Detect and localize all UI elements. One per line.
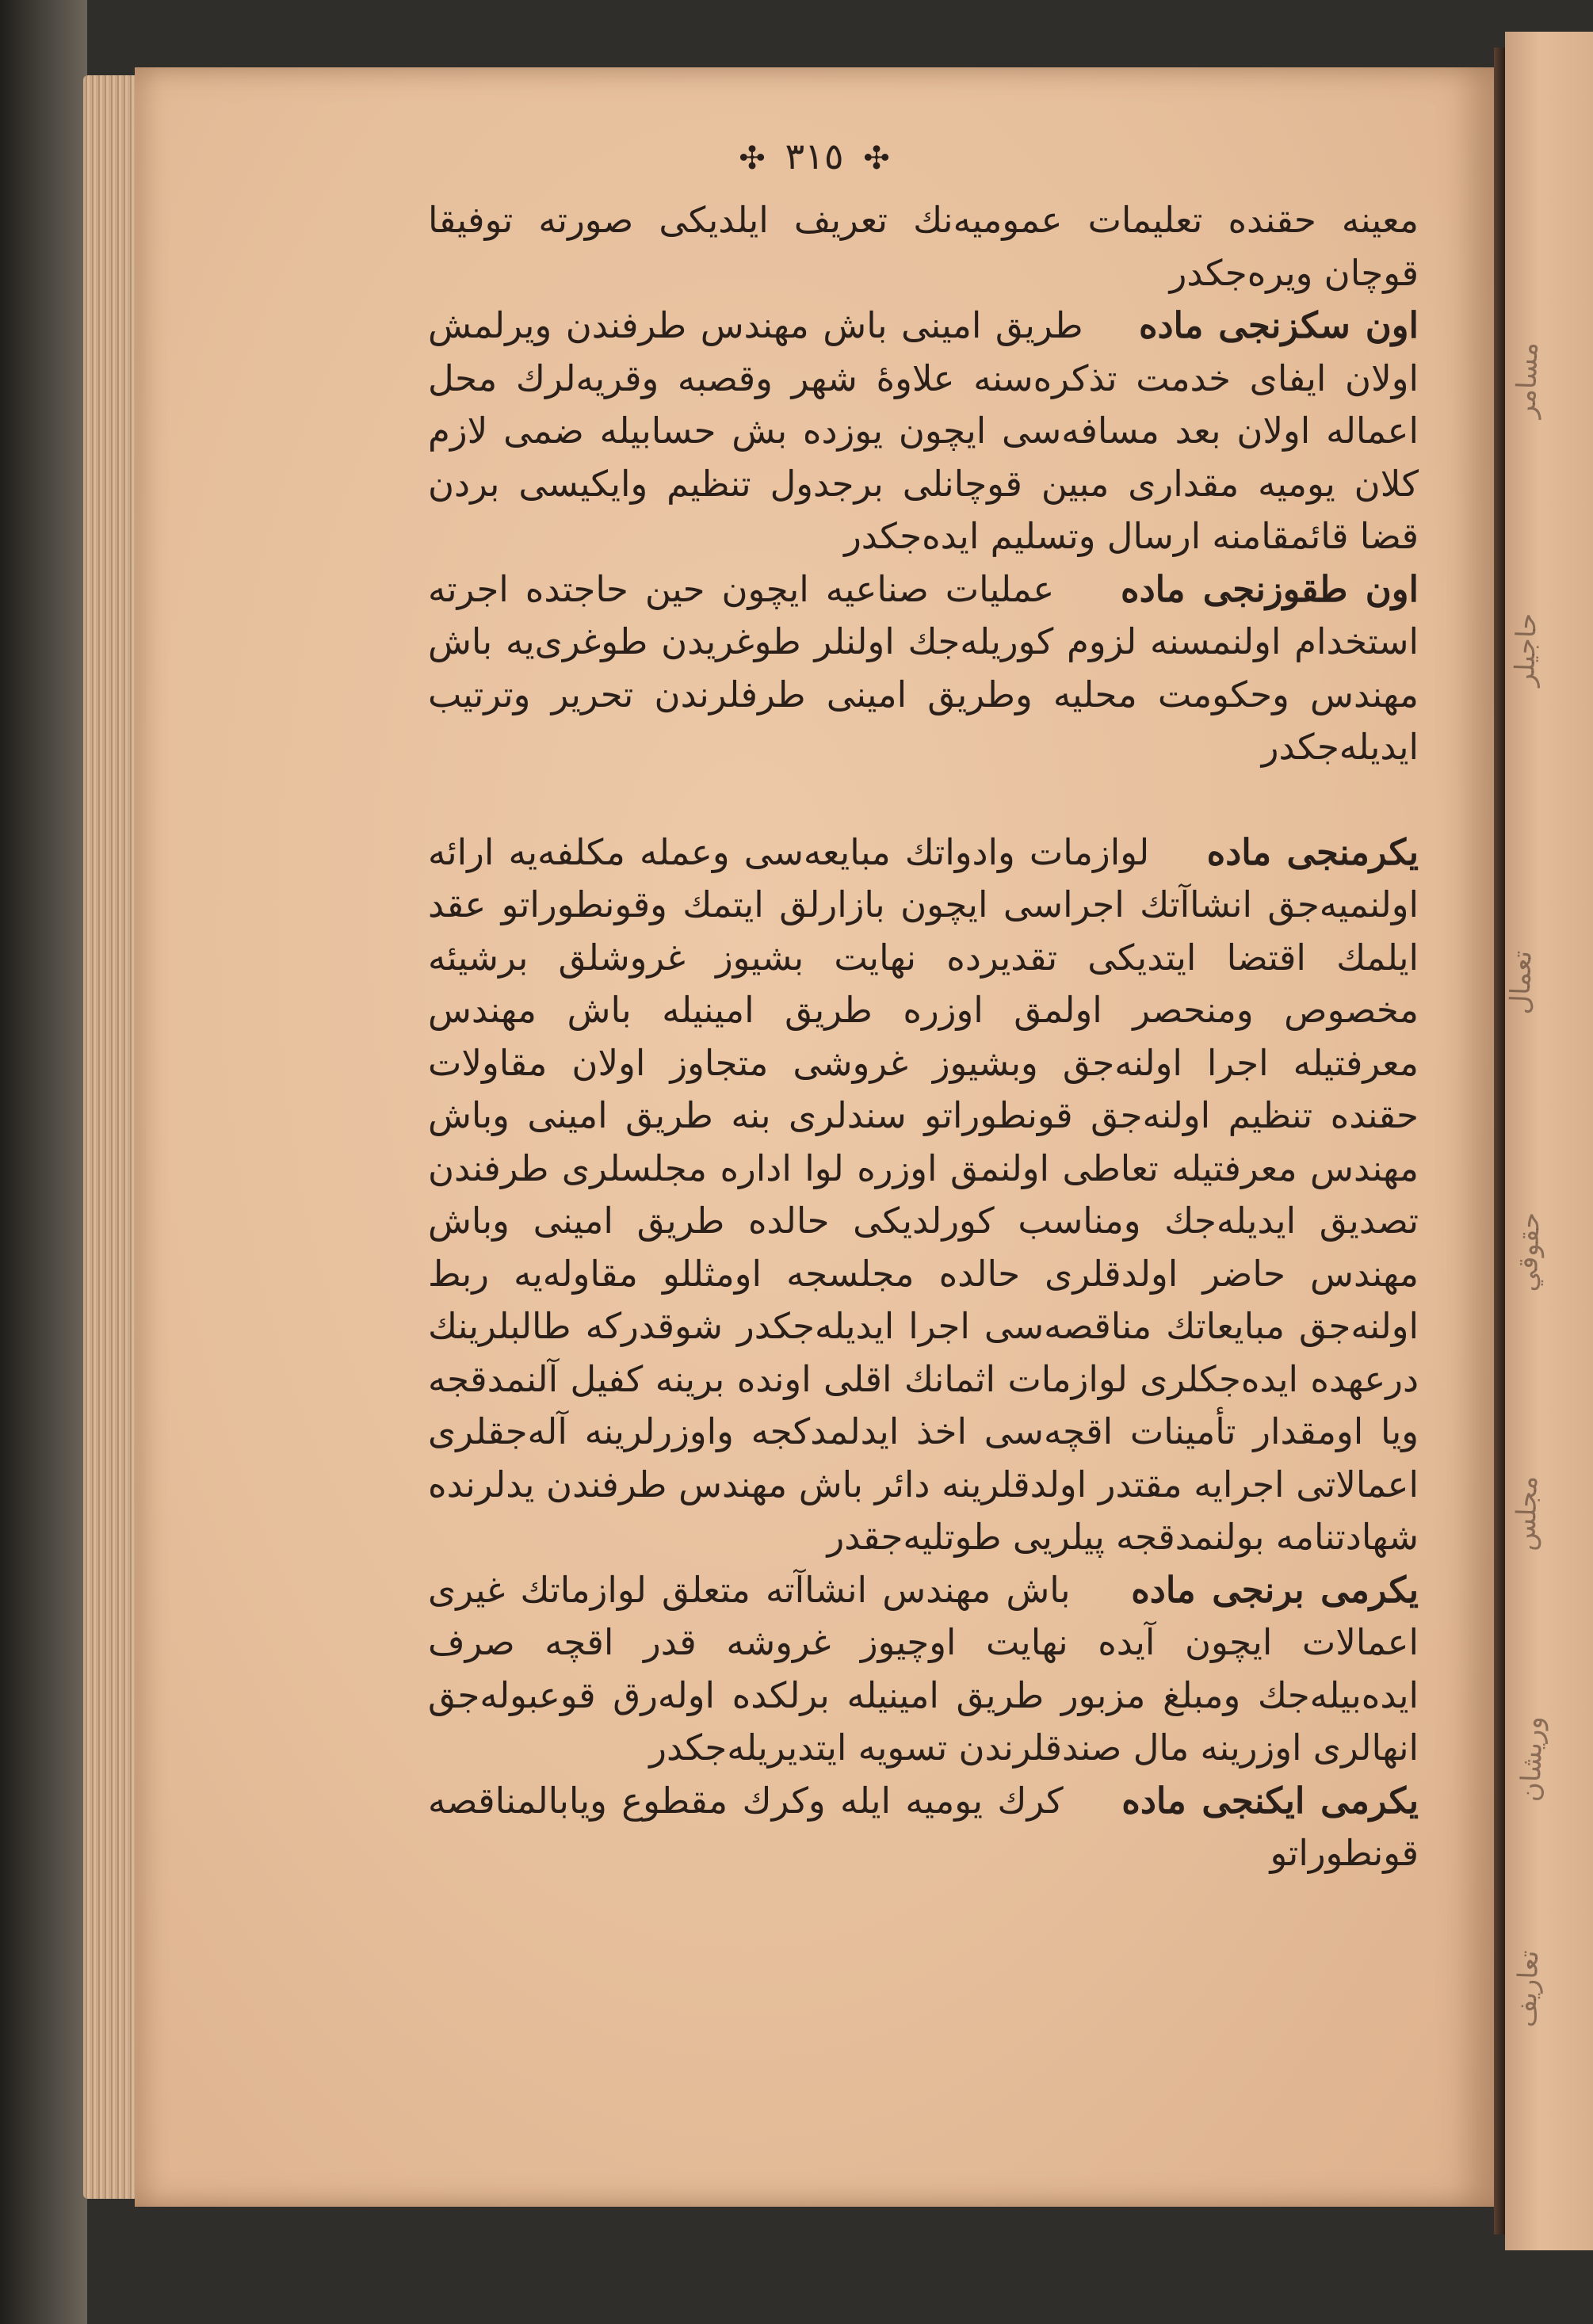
article-heading: یکرمی برنجی ماده bbox=[1131, 1568, 1419, 1611]
paragraph-text: عملیات صناعیه ایچون حین حاجتده اجرته استخدام اولنمسنه لزوم کوریله‌جك اولنلر طوغریدن طوغری‌یه باش مهندس وحکومت محلیه وطریق امینی طرفلرندن تحریر وترتیب ایدیله‌جکدر bbox=[428, 567, 1419, 768]
bleed-text: مجلس bbox=[1509, 1475, 1545, 1552]
book-binding-edge bbox=[0, 0, 87, 2324]
page-number: ٣١٥ bbox=[785, 135, 844, 177]
paragraph-text: کرك یومیه ایله وکرك مقطوع ویابالمناقصه قونطوراتو bbox=[428, 1779, 1419, 1874]
book-gutter bbox=[1494, 48, 1505, 2234]
bleed-text: حاجيلر bbox=[1508, 612, 1543, 688]
page-header bbox=[135, 135, 1494, 177]
paragraph-text: لوازمات وادواتك مبایعه‌سی وعمله مکلفه‌یه ارائه اولنمیه‌جق انشاآتك اجراسی ایچون بازارلق ایتمك وقونطوراتو عقد ایلمك اقتضا ایتدیکی تقدیرده نهایت بشیوز غروشلق برشیئه مخصوص ومنحصر اولمق اوزره طریق امینیله باش مهندس معرفتیله اجرا اولنه‌جق وبشیوز غروشی متجاوز اولان مقاولات حقنده تنظیم اولنه‌جق قونطوراتو سندلری بنه طریق امینی وباش مهندس معرفتیله تعاطی اولنمق اوزره لوا اداره مجلسلری طرفندن تصدیق ایدیله‌جك ومناسب کورلدیکی حالده طریق امینی وباش مهندس حاضر اولدقلری حالده مجلسجه اومثللو مقاوله‌یه ربط اولنه‌جق مبایعاتك مناقصه‌سی اجرا ایدیله‌جکدر شوقدرکه طالبلرینك درعهده ایده‌جکلری لوازمات اثمانك اقلی اونده برینه کفیل آلنمدقجه ویا اومقدار تأمینات اقچه‌سی اخذ ایدلمدکجه واوزرلرینه آله‌جقلری اعمالاتی اجرایه مقتدر اولدقلرینه دائر باش مهندس طرفندن یدلرنده شهادتنامه بولنمدقجه پیلریی طوتلیه‌جقدر bbox=[428, 830, 1419, 1558]
ornament-icon: ✣ bbox=[863, 140, 890, 177]
page-body bbox=[428, 194, 1419, 1880]
article-heading: یکرمی ایکنجی ماده bbox=[1121, 1779, 1419, 1822]
facing-page-edge bbox=[1505, 32, 1593, 2250]
bleed-text: تعمال bbox=[1503, 950, 1538, 1015]
paragraph bbox=[428, 563, 1419, 774]
bleed-text: تعاريف bbox=[1510, 1949, 1545, 2028]
bleed-text: حقوقي bbox=[1511, 1212, 1546, 1292]
article-heading: اون سکزنجی ماده bbox=[1138, 304, 1419, 346]
article-heading: یکرمنجی ماده bbox=[1206, 830, 1419, 873]
paragraph-text: معینه حقنده تعلیمات عمومیه‌نك تعریف ایلدیکی صورته توفیقا قوچان ویره‌جکدر bbox=[428, 199, 1419, 294]
blank-line bbox=[428, 774, 1419, 826]
bleed-text: مسامر bbox=[1510, 342, 1545, 419]
paragraph-text: باش مهندس انشاآته متعلق لوازماتك غیری اعمالات ایچون آیده نهایت اوچیوز غروشه قدر اقچه صرف ایده‌بیله‌جك ومبلغ مزبور طریق امینیله برلکده اوله‌رق قوعبوله‌جق انهالری اوزرینه مال صندقلرندن تسویه ایتدیریله‌جکدر bbox=[428, 1568, 1419, 1769]
paragraph bbox=[428, 1775, 1419, 1880]
paragraph bbox=[428, 1564, 1419, 1775]
paragraph bbox=[428, 300, 1419, 563]
paragraph bbox=[428, 194, 1419, 300]
paragraph-text: طریق امینی باش مهندس طرفندن ویرلمش اولان ایفای خدمت تذکره‌سنه علاوهٔ شهر وقصبه وقریه‌لرك محل اعماله اولان بعد مسافه‌سی ایچون یوزده بش حسابیله ضمی لازم کلان یومیه مقداری مبین قوچانلی برجدول تنظیم وایکیسی بردن قضا قائمقامنه ارسال وتسلیم ایده‌جکدر bbox=[428, 304, 1419, 557]
paragraph bbox=[428, 826, 1419, 1564]
ornament-icon: ✣ bbox=[739, 140, 766, 177]
bleed-text: وريشان bbox=[1515, 1715, 1549, 1803]
article-heading: اون طقوزنجی ماده bbox=[1121, 567, 1419, 610]
